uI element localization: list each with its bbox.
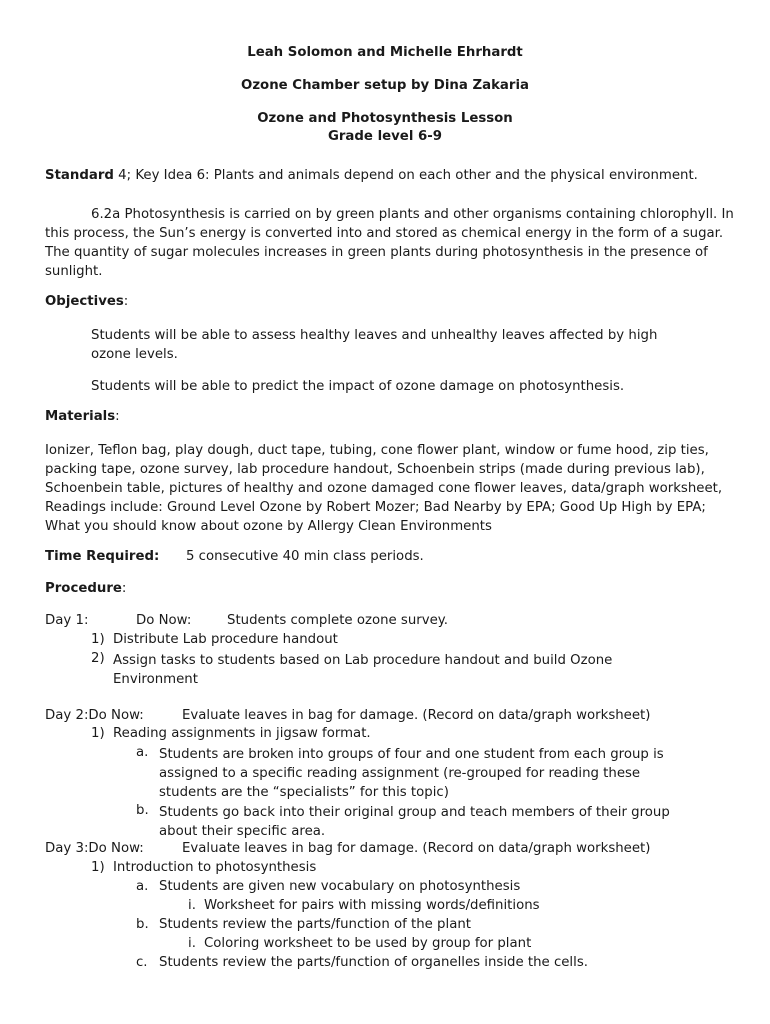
objective-item: Students will be able to predict the impact of ozone damage on photosynthesis. — [91, 379, 625, 394]
roman-numeral: i. — [188, 936, 196, 951]
standard-text: 4; Key Idea 6: Plants and animals depend on each other and the physical environment. — [113, 168, 698, 183]
sublist-item: Students are broken into groups of four and one student from each group is assigned to a specific reading assignment (re-grouped for reading these students are the “specialists” for this topic) — [159, 747, 664, 800]
day3-label: Day 3:Do Now: — [45, 841, 144, 856]
sublist-letter: c. — [136, 955, 148, 970]
authors-line: Leah Solomon and Michelle Ehrhardt — [247, 45, 523, 60]
procedure-label: Procedure — [45, 581, 122, 596]
sublist-item: Students review the parts/function of the plant — [159, 917, 471, 932]
day1-task: Students complete ozone survey. — [227, 613, 448, 628]
standard-subsection: 6.2a Photosynthesis is carried on by green plants and other organisms containing chlorophyll. In this process, the Sun’s energy is converted into and stored as chemical energy in the form of a sugar. The quantity of sugar molecules increases in green plants during photosynthesis in the presence of sunlight. — [45, 207, 734, 279]
lesson-title: Ozone and Photosynthesis Lesson — [257, 111, 513, 126]
list-number: 1) — [91, 726, 105, 741]
list-item: Assign tasks to students based on Lab procedure handout and build Ozone Environment — [113, 653, 613, 687]
time-required-value: 5 consecutive 40 min class periods. — [186, 549, 424, 564]
time-required-label — [45, 549, 159, 564]
objectives-colon: : — [123, 294, 129, 309]
list-item: Distribute Lab procedure handout — [113, 632, 338, 647]
standard-label: Standard — [45, 168, 114, 183]
procedure-colon: : — [121, 581, 127, 596]
day1-do-now: Do Now: — [136, 613, 192, 628]
list-number: 2) — [91, 651, 105, 666]
day2-label: Day 2:Do Now: — [45, 708, 144, 723]
objectives-label: Objectives — [45, 294, 124, 309]
time-label: Time Required: — [45, 549, 160, 564]
roman-item: Coloring worksheet to be used by group for plant — [204, 936, 532, 951]
day1-label: Day 1: — [45, 613, 89, 628]
sublist-letter: b. — [136, 917, 149, 932]
day3-task: Evaluate leaves in bag for damage. (Record on data/graph worksheet) — [182, 841, 651, 856]
list-item: Introduction to photosynthesis — [113, 860, 317, 875]
list-number: 1) — [91, 860, 105, 875]
materials-label: Materials — [45, 409, 116, 424]
setup-line: Ozone Chamber setup by Dina Zakaria — [241, 78, 529, 93]
sublist-item: Students go back into their original group and teach members of their group about their specific area. — [159, 805, 670, 839]
materials-heading — [45, 409, 120, 424]
sublist-letter: a. — [136, 745, 149, 760]
grade-level: Grade level 6-9 — [327, 129, 443, 144]
materials-list: Ionizer, Teflon bag, play dough, duct tape, tubing, cone flower plant, window or fume hood, zip ties, packing tape, ozone survey, lab procedure handout, Schoenbein strips (made during previous lab), Schoenbein table, pictures of healthy and ozone damaged cone flower leaves, data/graph worksheet, Readings include: Ground Level Ozone by Robert Mozer; Bad Nearby by EPA; Good Up High by EPA; What you should know about ozone by Allergy Clean Environments — [45, 443, 723, 534]
standard-paragraph — [45, 166, 735, 185]
list-item: Reading assignments in jigsaw format. — [113, 726, 371, 741]
sublist-letter: b. — [136, 803, 149, 818]
objectives-heading — [45, 294, 128, 309]
roman-item: Worksheet for pairs with missing words/definitions — [204, 898, 540, 913]
roman-numeral: i. — [188, 898, 196, 913]
sublist-item: Students review the parts/function of organelles inside the cells. — [159, 955, 588, 970]
sublist-letter: a. — [136, 879, 149, 894]
day2-task: Evaluate leaves in bag for damage. (Record on data/graph worksheet) — [182, 708, 651, 723]
list-number: 1) — [91, 632, 105, 647]
sublist-item: Students are given new vocabulary on photosynthesis — [159, 879, 521, 894]
objective-item: Students will be able to assess healthy leaves and unhealthy leaves affected by high ozone levels. — [91, 328, 658, 362]
materials-colon: : — [115, 409, 120, 424]
procedure-heading — [45, 581, 126, 596]
